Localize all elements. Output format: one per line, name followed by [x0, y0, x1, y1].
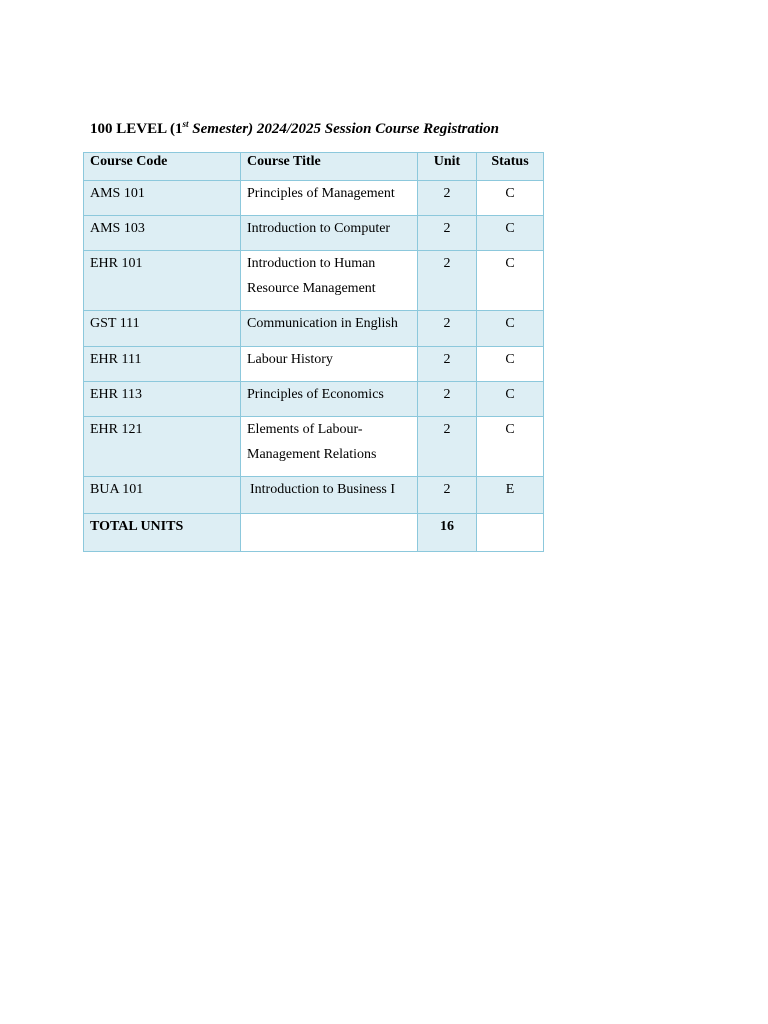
course-title-cell: Principles of Economics: [241, 382, 418, 417]
unit-cell: 2: [418, 417, 477, 477]
status-cell: C: [477, 216, 544, 251]
course-code-cell: EHR 121: [84, 417, 241, 477]
table-row: [84, 347, 544, 382]
title-superscript: st: [182, 119, 189, 129]
total-title-cell-empty: [241, 514, 418, 552]
total-units-value: 16: [418, 514, 477, 552]
table-row: [84, 417, 544, 477]
unit-cell: 2: [418, 347, 477, 382]
course-code-cell: BUA 101: [84, 477, 241, 514]
course-title-cell: Elements of Labour-Management Relations: [241, 417, 418, 477]
course-title-cell: Communication in English: [241, 311, 418, 347]
unit-cell: 2: [418, 181, 477, 216]
unit-cell: 2: [418, 382, 477, 417]
course-code-cell: AMS 103: [84, 216, 241, 251]
title-prefix: 100 LEVEL (1: [90, 121, 183, 137]
course-title-cell: Introduction to Business I: [241, 477, 418, 514]
table-row: [84, 311, 544, 347]
course-title-cell: Introduction to Human Resource Management: [241, 251, 418, 311]
header-course-code: Course Code: [84, 153, 241, 181]
table-row: [84, 181, 544, 216]
course-title-cell: Principles of Management: [241, 181, 418, 216]
unit-cell: 2: [418, 216, 477, 251]
table-row: [84, 216, 544, 251]
table-header-row: [84, 153, 544, 181]
unit-cell: 2: [418, 251, 477, 311]
course-code-cell: GST 111: [84, 311, 241, 347]
header-unit: Unit: [418, 153, 477, 181]
status-cell: C: [477, 181, 544, 216]
status-cell: C: [477, 347, 544, 382]
total-row: [84, 514, 544, 552]
course-title-cell: Introduction to Computer: [241, 216, 418, 251]
course-code-cell: EHR 101: [84, 251, 241, 311]
course-code-cell: EHR 111: [84, 347, 241, 382]
course-title-cell: Labour History: [241, 347, 418, 382]
total-status-cell-empty: [477, 514, 544, 552]
header-course-title: Course Title: [241, 153, 418, 181]
title-rest: Semester) 2024/2025 Session Course Registration: [188, 121, 499, 137]
status-cell: C: [477, 382, 544, 417]
course-code-cell: EHR 113: [84, 382, 241, 417]
page-title: [90, 121, 499, 138]
unit-cell: 2: [418, 477, 477, 514]
course-registration-table: [83, 152, 544, 552]
status-cell: E: [477, 477, 544, 514]
status-cell: C: [477, 311, 544, 347]
total-units-label: TOTAL UNITS: [84, 514, 241, 552]
unit-cell: 2: [418, 311, 477, 347]
course-code-cell: AMS 101: [84, 181, 241, 216]
status-cell: C: [477, 251, 544, 311]
table-row: [84, 382, 544, 417]
status-cell: C: [477, 417, 544, 477]
table-row: [84, 251, 544, 311]
table-row: [84, 477, 544, 514]
header-status: Status: [477, 153, 544, 181]
